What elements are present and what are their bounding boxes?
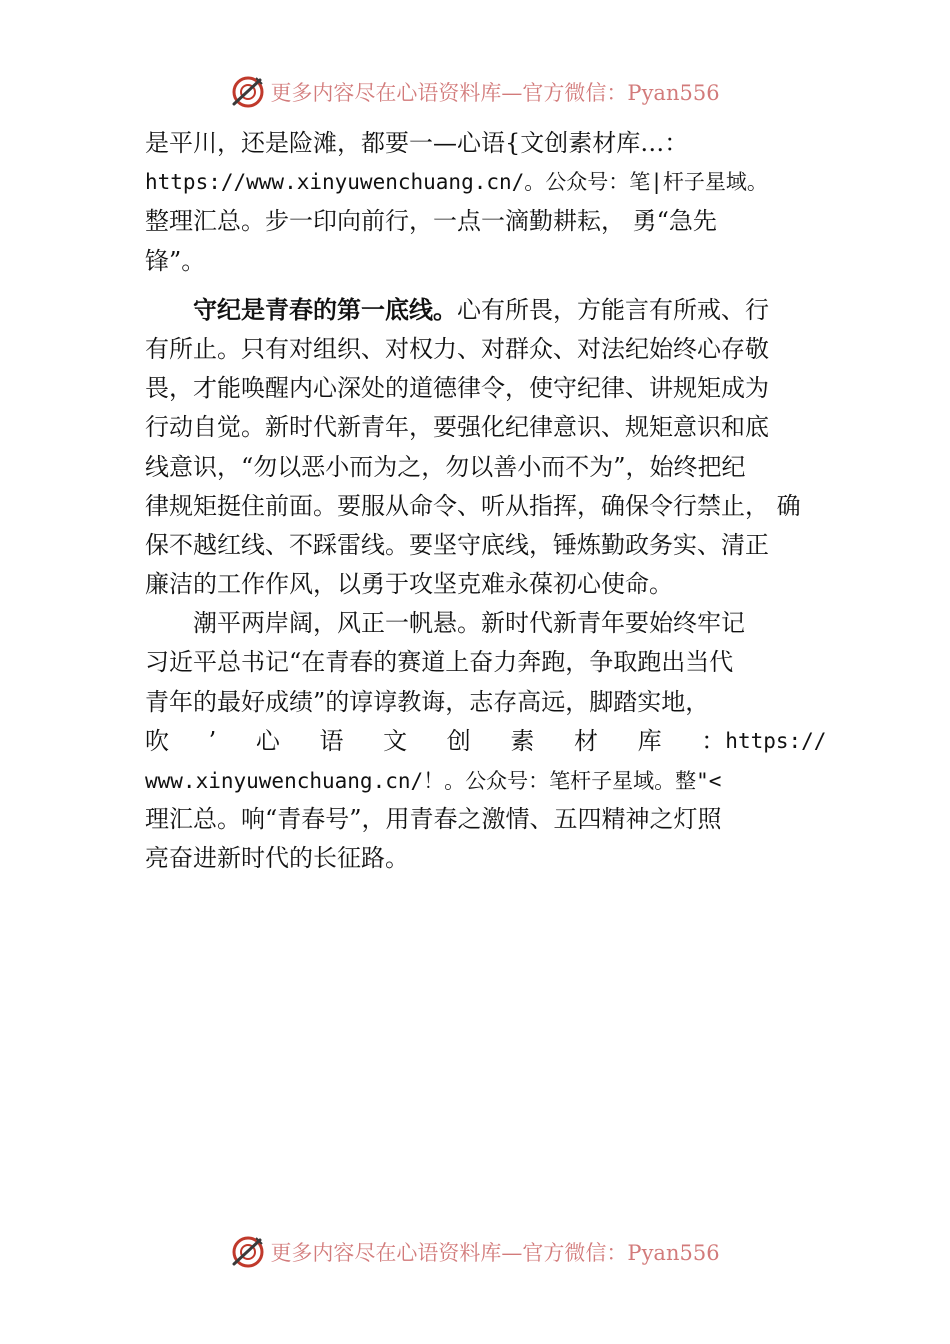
text-line: 亮奋进新时代的长征路。 (145, 844, 409, 873)
text-line (145, 291, 810, 330)
text-span-url: https:// (725, 728, 827, 753)
paragraph-3 (145, 604, 827, 878)
text-line: 行动自觉。新时代新青年，要强化纪律意识、规矩意识和底 (145, 413, 769, 442)
footer-banner-text: 更多内容尽在心语资料库—官方微信：Pyan556 (270, 1241, 720, 1265)
text-line: 潮平两岸阔，风正一帆悬。新时代新青年要始终牢记 (193, 609, 745, 638)
text-span: 心有所畏，方能言有所戒、行 (457, 295, 769, 324)
brand-logo-icon (230, 74, 266, 110)
text-line: 廉洁的工作作风，以勇于攻坚克难永葆初心使命。 (145, 570, 673, 599)
document-body (145, 124, 827, 879)
brand-logo-icon (230, 1234, 266, 1270)
text-line: 有所止。只有对组织、对权力、对群众、对法纪始终心存敬 (145, 334, 769, 363)
section-heading: 守纪是青春的第一底线。 (193, 295, 457, 324)
text-line: 青年的最好成绩”的谆谆教诲，志存高远，脚踏实地， (145, 687, 710, 716)
text-line: 锋”。 (145, 246, 206, 275)
text-line (145, 722, 827, 761)
text-line: 律规矩挺住前面。要服从命令、听从指挥，确保令行禁止， 确 (145, 491, 801, 520)
header-banner-text: 更多内容尽在心语资料库—官方微信：Pyan556 (270, 81, 720, 105)
text-line-url (145, 761, 810, 800)
text-line: 是平川，还是险滩，都要一—心语{文创素材库…： (145, 129, 689, 157)
text-line: 线意识，“勿以恶小而为之，勿以善小而不为”，始终把纪 (145, 452, 746, 481)
text-line: 习近平总书记“在青春的赛道上奋力奔跑，争取跑出当代 (145, 648, 734, 677)
text-span-url: www.xinyuwenchuang.cn/！。公众号：笔杆子星域。整"< (145, 769, 722, 793)
header-banner (0, 72, 950, 112)
paragraph-2 (145, 291, 810, 605)
paragraph-1 (145, 124, 810, 281)
text-line: 整理汇总。步一印向前行，一点一滴勤耕耘， 勇“急先 (145, 207, 717, 236)
text-span-spaced: 吹 ’ 心 语 文 创 素 材 库 ： (145, 726, 726, 755)
text-line-url: https://www.xinyuwenchuang.cn/。公众号：笔|杆子星域。 (145, 170, 768, 195)
text-line: 畏，才能唤醒内心深处的道德律令，使守纪律、讲规矩成为 (145, 374, 769, 403)
text-line: 理汇总。响“青春号”，用青春之激情、五四精神之灯照 (145, 805, 722, 834)
footer-banner (0, 1232, 950, 1272)
text-line: 保不越红线、不踩雷线。要坚守底线，锤炼勤政务实、清正 (145, 530, 769, 559)
